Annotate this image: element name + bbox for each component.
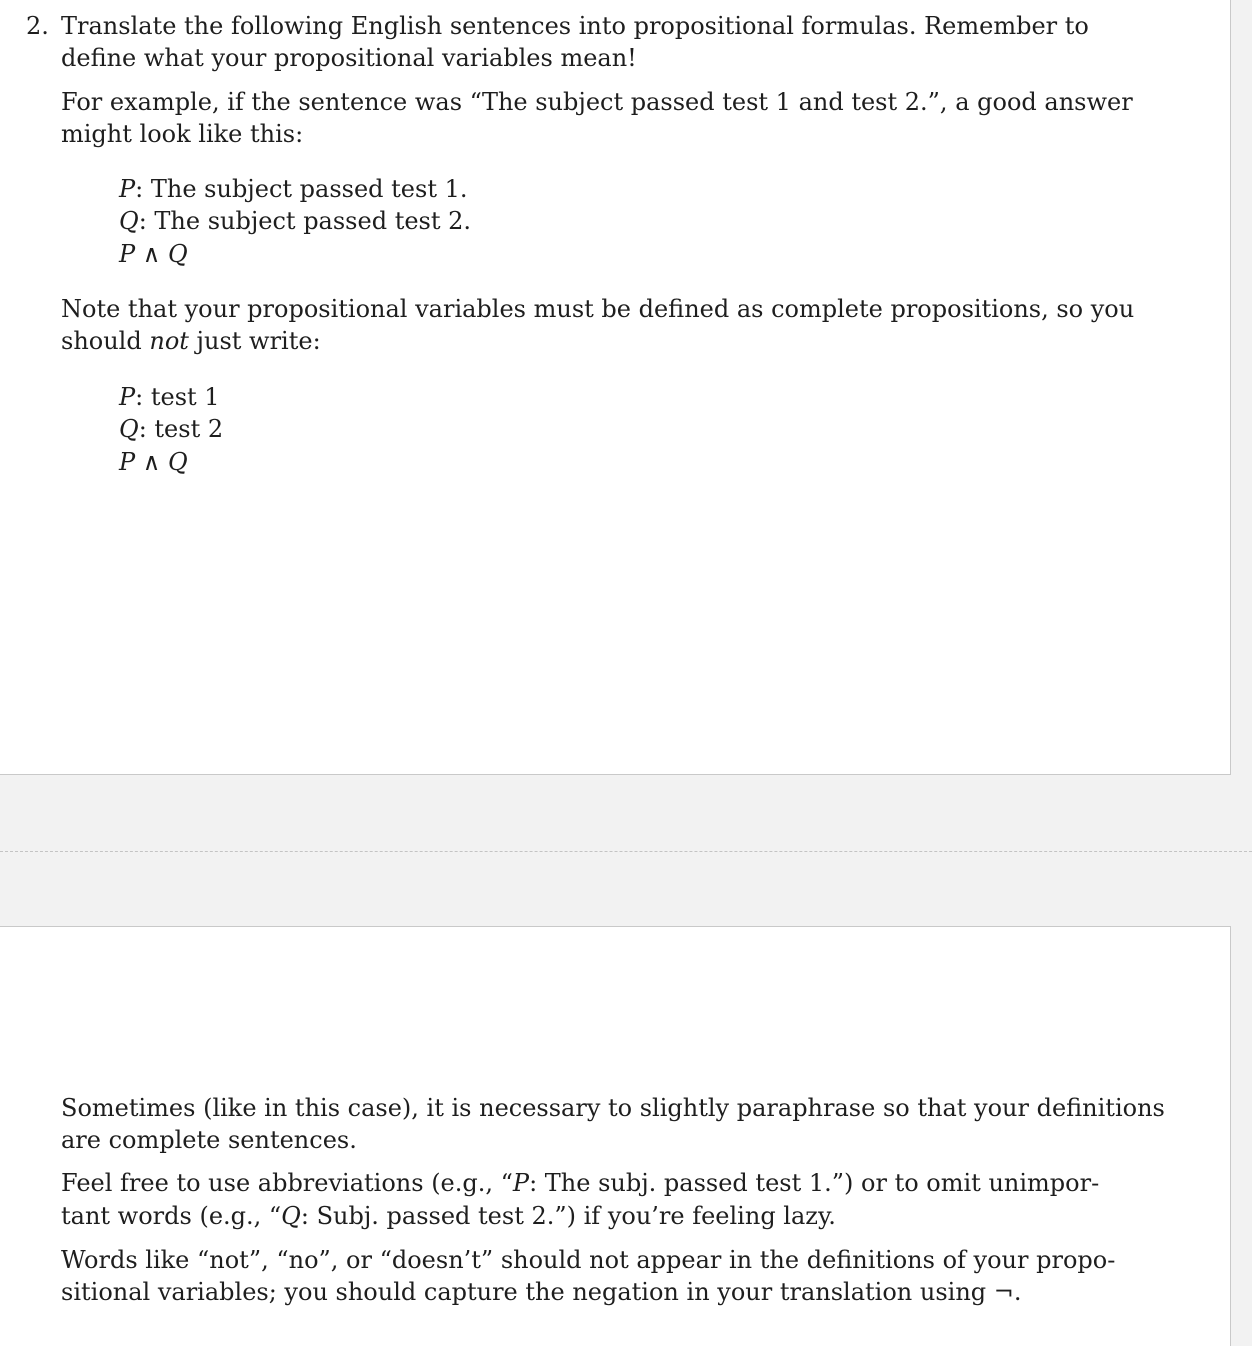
abbreviation-line-2-start: tant words (e.g., “ bbox=[61, 1202, 282, 1230]
bad-example-p-definition bbox=[119, 382, 220, 412]
formula-right: Q bbox=[168, 240, 188, 268]
good-example-q-definition bbox=[119, 206, 471, 236]
variable-p: P bbox=[119, 383, 136, 411]
abbreviation-line-1-start: Feel free to use abbreviations (e.g., “ bbox=[61, 1169, 513, 1197]
variable-p: P bbox=[512, 1169, 530, 1197]
page-bottom bbox=[0, 926, 1231, 1346]
p-definition-text: : test 1 bbox=[135, 383, 220, 411]
and-operator: ∧ bbox=[142, 240, 161, 268]
negation-line-1: Words like “not”, “no”, or “doesn’t” should not appear in the definitions of your propo- bbox=[61, 1246, 1116, 1274]
intro-line-1: Translate the following English sentences into propositional formulas. Remember to bbox=[61, 12, 1089, 40]
p-definition-text: : The subject passed test 1. bbox=[135, 175, 468, 203]
negation-line-2: sitional variables; you should capture the negation in your translation using ¬. bbox=[61, 1278, 1022, 1306]
variable-q: Q bbox=[119, 415, 139, 443]
abbreviation-line-1-end: : The subj. passed test 1.”) or to omit unimpor- bbox=[529, 1169, 1100, 1197]
paraphrase-line-1: Sometimes (like in this case), it is necessary to slightly paraphrase so that your definitions bbox=[61, 1094, 1165, 1122]
note-line-2 bbox=[61, 326, 321, 356]
note-line-2-end: just write: bbox=[188, 327, 321, 355]
q-definition-text: : The subject passed test 2. bbox=[138, 207, 472, 235]
bad-example-formula bbox=[119, 447, 188, 477]
variable-q: Q bbox=[119, 207, 139, 235]
variable-p: P bbox=[119, 175, 136, 203]
abbreviation-line-2-end: : Subj. passed test 2.”) if you’re feeling lazy. bbox=[300, 1202, 836, 1230]
example-line-2: might look like this: bbox=[61, 120, 304, 148]
variable-q: Q bbox=[281, 1202, 301, 1230]
paraphrase-line-2: are complete sentences. bbox=[61, 1126, 357, 1154]
example-line-1: For example, if the sentence was “The subject passed test 1 and test 2.”, a good answer bbox=[61, 88, 1133, 116]
formula-left: P bbox=[119, 240, 136, 268]
emphasis-not: not bbox=[149, 327, 189, 355]
good-example-formula bbox=[119, 239, 188, 269]
formula-right: Q bbox=[168, 448, 188, 476]
abbreviation-line-1 bbox=[61, 1168, 1100, 1198]
q-definition-text: : test 2 bbox=[138, 415, 224, 443]
and-operator: ∧ bbox=[142, 448, 161, 476]
formula-left: P bbox=[119, 448, 136, 476]
page-break-separator bbox=[0, 851, 1252, 852]
intro-line-2: define what your propositional variables mean! bbox=[61, 44, 637, 72]
good-example-p-definition bbox=[119, 174, 468, 204]
abbreviation-line-2 bbox=[61, 1201, 836, 1231]
bad-example-q-definition bbox=[119, 414, 223, 444]
note-line-2-start: should bbox=[61, 327, 150, 355]
note-line-1: Note that your propositional variables must be defined as complete propositions, so you bbox=[61, 295, 1135, 323]
problem-number: 2. bbox=[26, 12, 49, 40]
